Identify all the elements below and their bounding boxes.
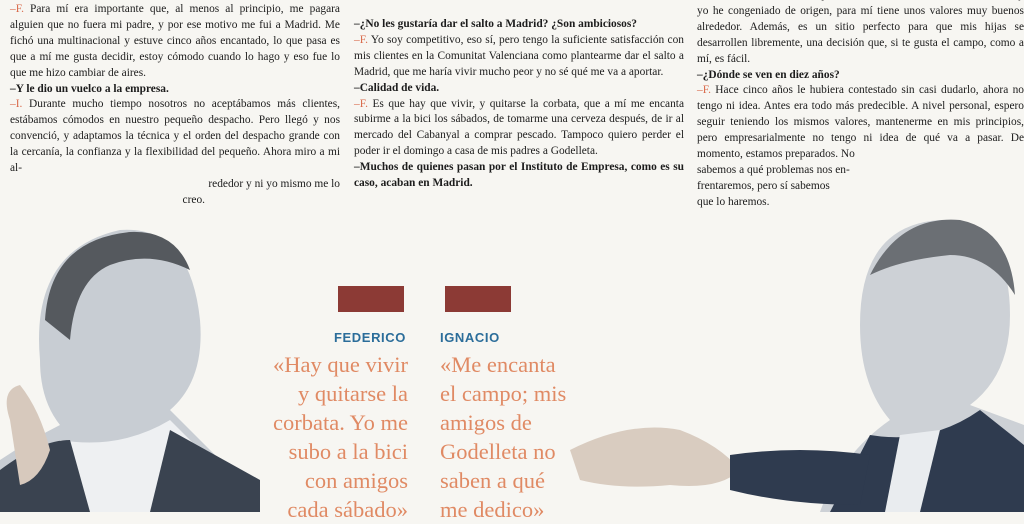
speaker-tag: –F. bbox=[10, 3, 24, 15]
pull-quote-line: cada sábado» bbox=[287, 497, 408, 522]
speaker-tag: –F. bbox=[354, 97, 368, 110]
pull-quote-line: «Me encanta bbox=[440, 352, 556, 377]
article-column-1 bbox=[10, 2, 340, 209]
answer-tail-line: frentaremos, pero sí sabemos bbox=[697, 179, 830, 192]
answer-tail-line: creo. bbox=[182, 193, 205, 206]
article-column-2 bbox=[354, 17, 684, 192]
pull-quote-line: me dedico» bbox=[440, 497, 545, 522]
federico-pull-quote bbox=[218, 350, 408, 524]
ignacio-pull-quote bbox=[440, 350, 640, 524]
answer-tail-line: que lo haremos. bbox=[697, 195, 770, 208]
pull-quote-line: «Hay que vivir bbox=[273, 352, 408, 377]
pull-quote-line: el campo; mis bbox=[440, 381, 567, 406]
pull-quote-line: amigos de bbox=[440, 410, 532, 435]
answer-text: Para mí era importante que, al menos al principio, me pagara alguien que no fuera mi padre, y por ese motivo me fui a Madrid. Me fichó una multinacional y estuve cinco años encantado, lo que pasa es que a mí me gusta decidir, estoy cómodo cuando lo hago y eso fue lo que me hizo cambiar de aires. bbox=[10, 3, 340, 79]
answer-tail-line: rededor y ni yo mismo me lo bbox=[208, 177, 340, 190]
answer-paragraph bbox=[354, 33, 684, 81]
interview-question: –¿No les gustaría dar el salto a Madrid? ¿Son ambiciosos? bbox=[354, 18, 637, 30]
pull-quote-line: con amigos bbox=[304, 468, 408, 493]
speaker-tag: –I. bbox=[10, 98, 23, 111]
interview-question: –Y le dio un vuelco a la empresa. bbox=[10, 82, 169, 95]
answer-text: yo he congeniado de origen, para mí tiene unos valores muy buenos alrededor. Además, es un sitio perfecto para que mis hijas se desarrollen libremente, una decisión que, si te gusta el campo, como a mí, es fácil. bbox=[697, 4, 1024, 65]
federico-color-bar bbox=[338, 286, 404, 312]
pull-quote-line: y quitarse la bbox=[298, 381, 408, 406]
answer-paragraph bbox=[10, 2, 340, 82]
answer-paragraph bbox=[10, 97, 340, 177]
interview-question: –Muchos de quienes pasan por el Instituto de Empresa, como es su caso, acaban en Madrid. bbox=[354, 161, 684, 190]
interview-question: –¿Dónde se ven en diez años? bbox=[697, 68, 840, 81]
pull-quote-line: corbata. Yo me bbox=[273, 410, 408, 435]
pull-quote-line: saben a qué bbox=[440, 468, 545, 493]
article-column-3 bbox=[697, 0, 1024, 211]
interview-question: –Calidad de vida. bbox=[354, 81, 440, 94]
answer-tail-line: sabemos a qué problemas nos en- bbox=[697, 163, 850, 176]
pull-quote-line: subo a la bici bbox=[288, 439, 408, 464]
ignacio-name-label: IGNACIO bbox=[440, 330, 500, 345]
speaker-tag: –F. bbox=[354, 33, 368, 46]
answer-paragraph bbox=[354, 97, 684, 161]
speaker-tag bbox=[697, 0, 709, 1]
answer-paragraph bbox=[697, 83, 1024, 163]
answer-text: Yo soy competitivo, eso sí, pero tengo la suficiente satisfacción con mis clientes en la Comunitat Valenciana como plantearme dar el salto a Madrid, que me haría vivir mucho peor y no sé qué me va a aportar. bbox=[354, 33, 684, 78]
federico-name-label: FEDERICO bbox=[334, 330, 406, 345]
pull-quote-line: Godelleta no bbox=[440, 439, 556, 464]
answer-text: Es que hay que vivir, y quitarse la corbata, que a mí me encanta subirme a la bici los sábados, de tomarme una cerveza después, de ir al mercado del Cabanyal a comprar pescado. Tampoco quiero perder el poder ir el domingo a casa de mis padres a Godelleta. bbox=[354, 97, 684, 158]
answer-text: Hace cinco años le hubiera contestado sin casi dudarlo, ahora no tengo ni idea. Antes era todo más predecible. A nivel personal, espero seguir teniendo los mismos valores, mantenerme en mis principios, pero empresarialmente no tengo ni idea de qué va a pasar. De momento, estamos preparados. No bbox=[697, 84, 1024, 161]
answer-text: Durante mucho tiempo nosotros no aceptábamos más clientes, estábamos cómodos en nuestro pequeño despacho. Pero llegó y nos convenció, y adaptamos la técnica y el orden del despacho grande con la cercanía, la confianza y la flexibilidad del pequeño. Ahora miro a mi al- bbox=[10, 98, 340, 175]
ignacio-color-bar bbox=[445, 286, 511, 312]
speaker-tag: –F. bbox=[697, 84, 711, 97]
answer-paragraph bbox=[697, 0, 1024, 68]
